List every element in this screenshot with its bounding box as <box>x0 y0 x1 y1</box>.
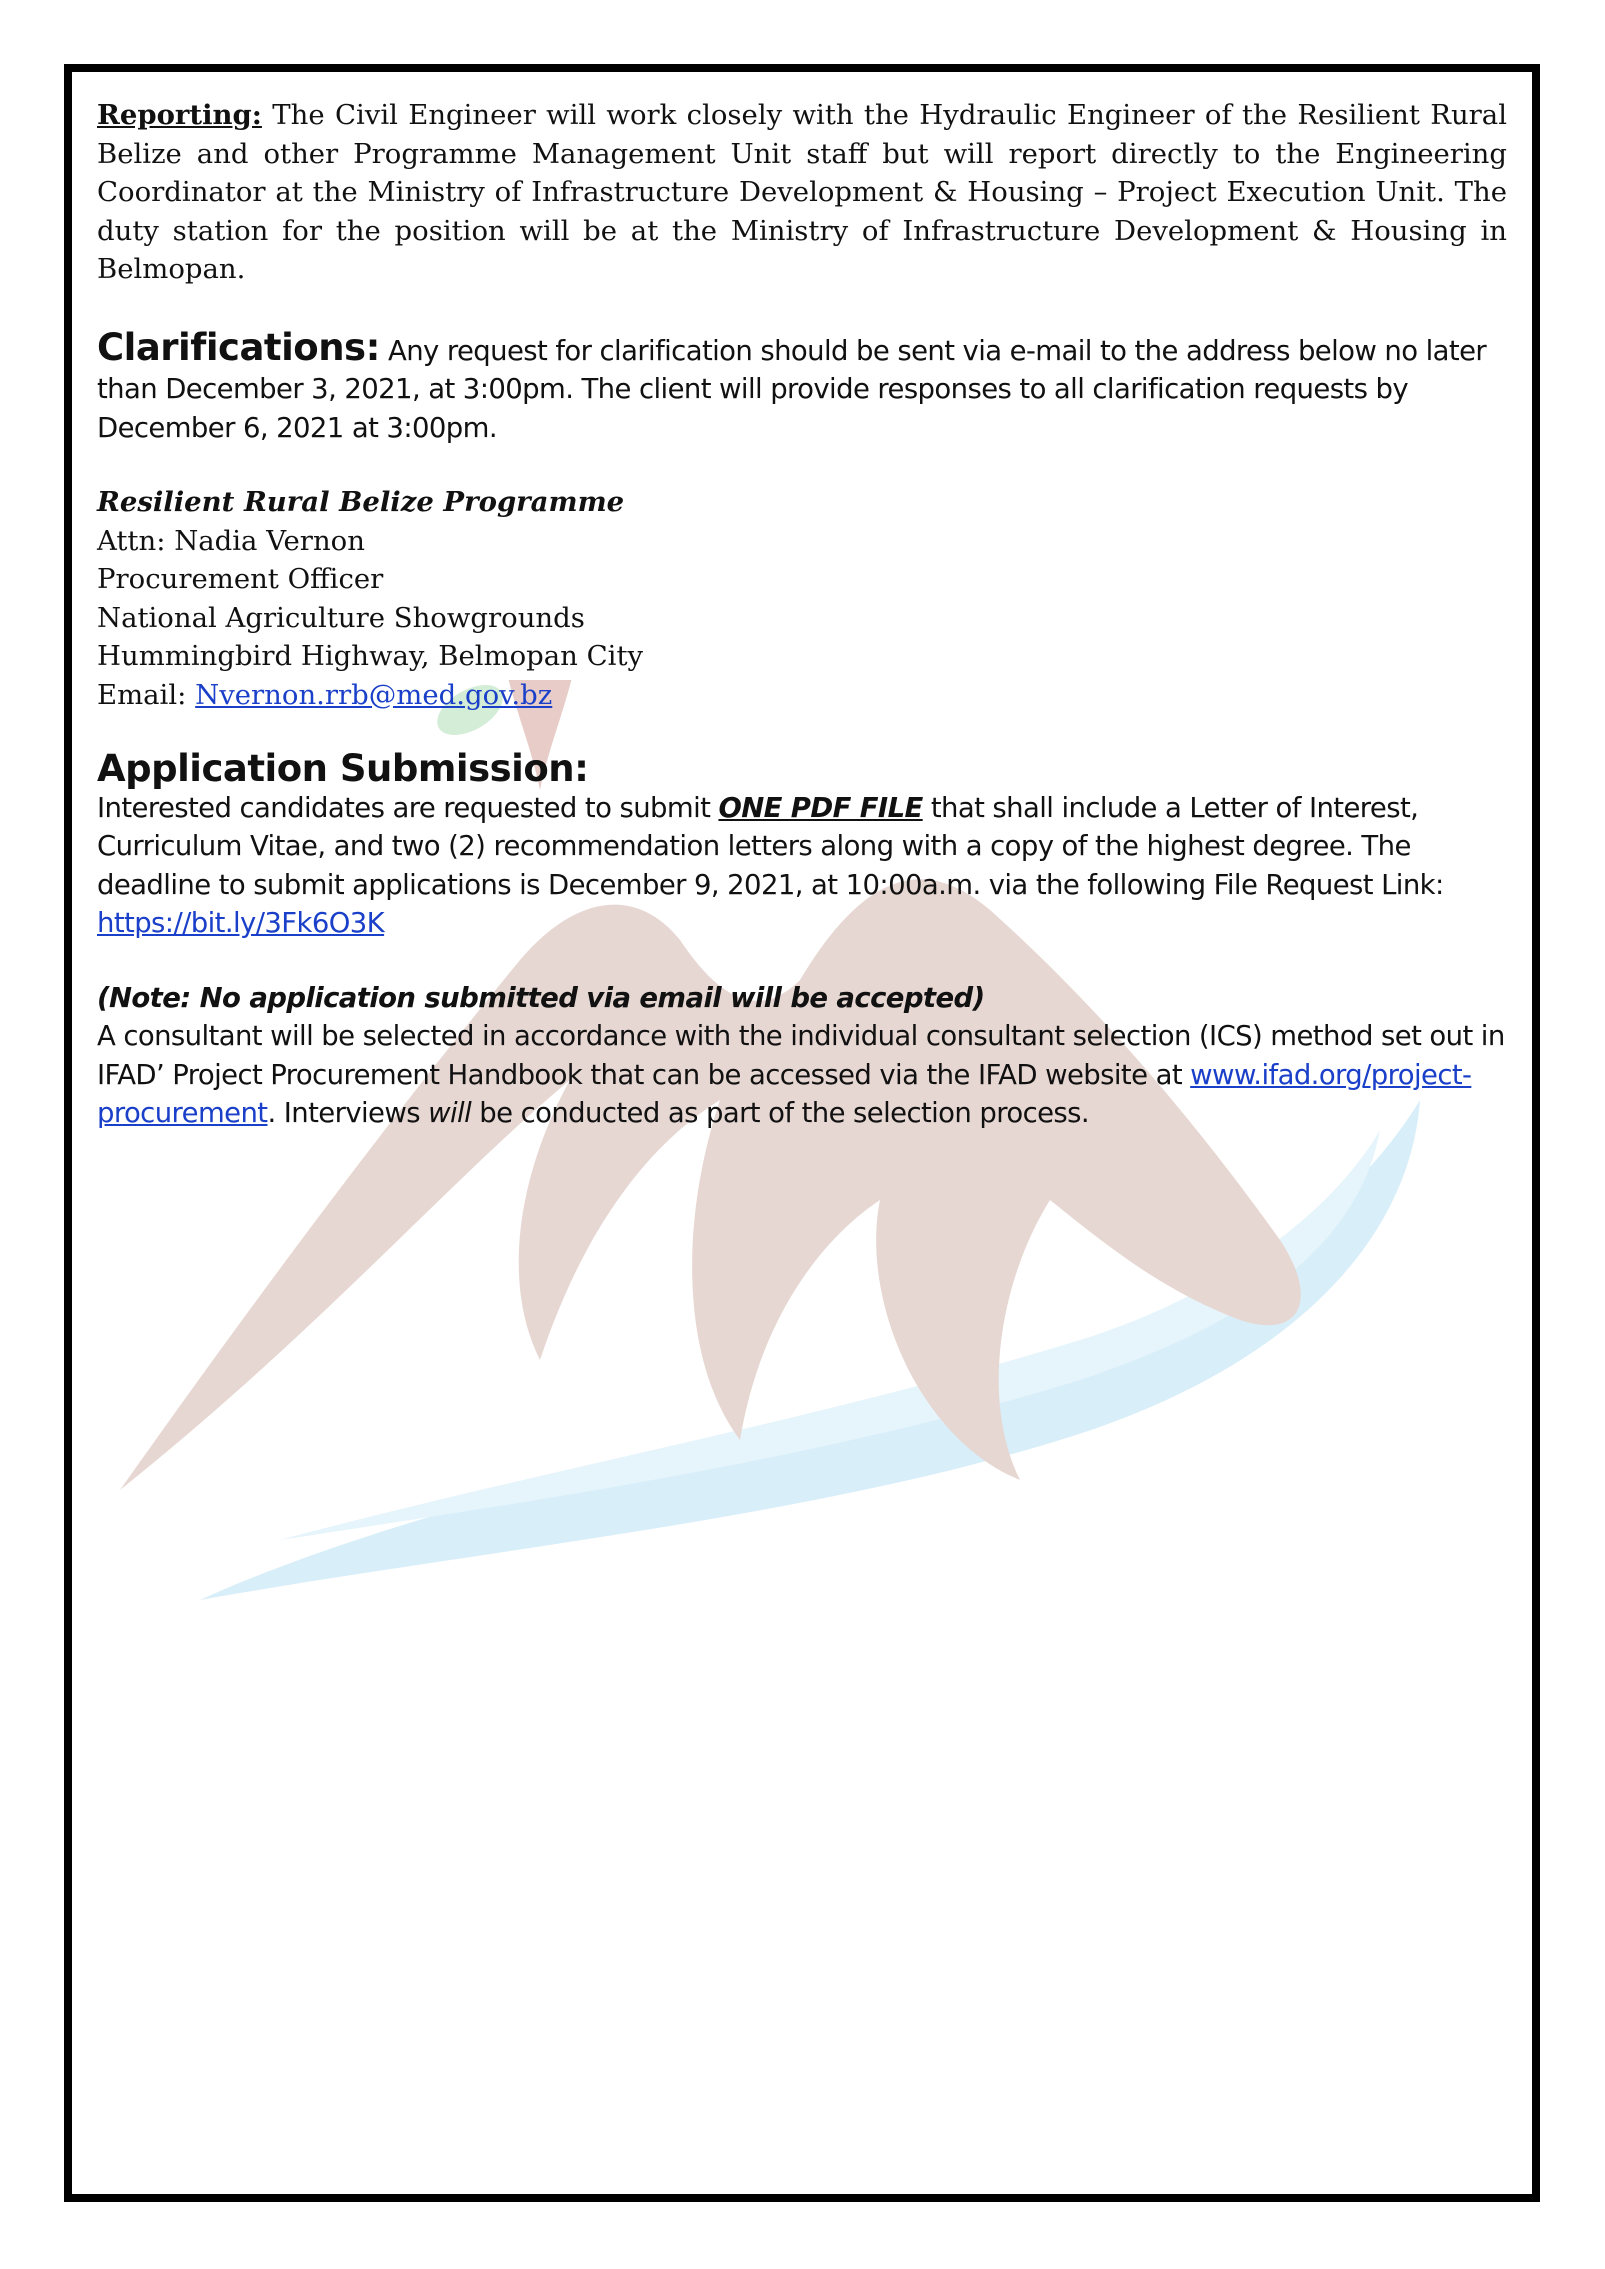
clarifications-text: Any request for clarification should be sent via e-mail to the address below no later than December 3, 2021, at 3:00pm. The client will provide responses to all clarification requests by December 6, 2021 at 3:00pm. <box>97 334 1487 444</box>
attention-line: Attn: Nadia Vernon <box>97 524 365 557</box>
submission-text-before: Interested candidates are requested to submit <box>97 791 719 824</box>
reporting-text: The Civil Engineer will work closely with the Hydraulic Engineer of the Resilient Rural Belize and other Programme Management Unit staff but will report directly to the Engineering Coordinator at the Ministry of Infrastructure Development & Housing – Project Execution Unit. The duty station for the position will be at the Ministry of Infrastructure Development & Housing in Belmopan. <box>97 99 1507 285</box>
selection-text-after: be conducted as part of the selection process. <box>471 1097 1090 1129</box>
application-submission-text <box>97 789 1507 905</box>
officer-title: Procurement Officer <box>97 563 384 595</box>
address-place: National Agriculture Showgrounds <box>97 601 585 634</box>
will-emphasis: will <box>428 1097 472 1129</box>
email-label: Email: <box>97 678 196 711</box>
selection-text-before: A consultant will be selected in accordance with the individual consultant selection (ICS) method set out in IFAD’ Project Procurement Handbook that can be accessed via the IFAD website at <box>97 1020 1505 1091</box>
document-body <box>97 96 1507 1133</box>
application-submission-heading: Application Submission: <box>97 747 589 790</box>
submission-text-after: that shall include a Letter of Interest, Curriculum Vitae, and two (2) recommendation letters along with a copy of the highest degree. The deadline to submit applications is December 9, 2021, at 10:00a.m. via the following File Request Link: <box>97 791 1444 901</box>
email-line <box>97 676 1507 715</box>
email-not-accepted-note: (Note: No application submitted via email will be accepted) <box>97 981 985 1014</box>
email-link[interactable]: Nvernon.rrb@med.gov.bz <box>195 678 553 711</box>
selection-text-middle: . Interviews <box>267 1097 429 1129</box>
programme-name: Resilient Rural Belize Programme <box>97 486 625 518</box>
file-request-link[interactable]: https://bit.ly/3Fk6O3K <box>97 907 385 939</box>
reporting-heading: Reporting: <box>97 99 262 131</box>
clarifications-heading: Clarifications: <box>97 325 380 369</box>
reporting-paragraph <box>97 96 1507 289</box>
ifad-procurement-link[interactable]: www.ifad.org/project-procurement <box>97 1058 1472 1129</box>
one-pdf-file-emphasis: ONE PDF FILE <box>718 791 923 824</box>
selection-method-paragraph <box>97 1017 1507 1133</box>
clarifications-paragraph <box>97 325 1507 448</box>
contact-address-block <box>97 483 1507 714</box>
address-street: Hummingbird Highway, Belmopan City <box>97 640 644 672</box>
